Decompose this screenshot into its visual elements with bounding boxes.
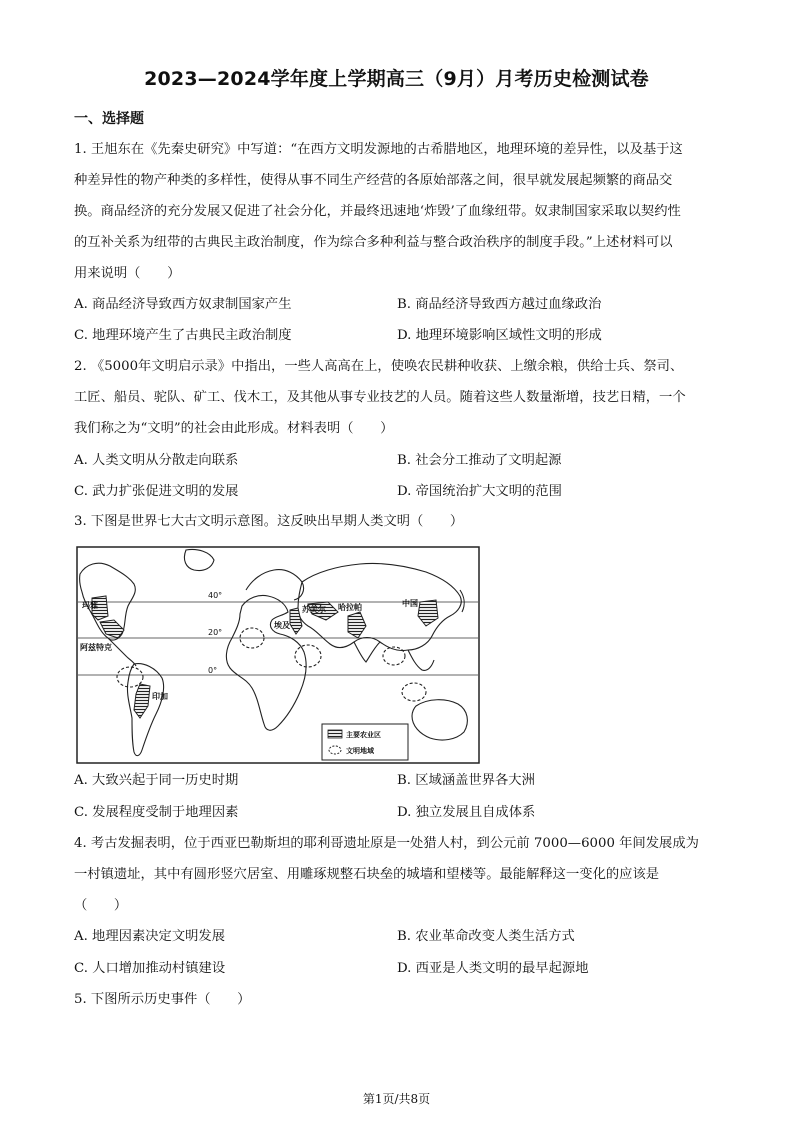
q4-option-d[interactable]: D. 西亚是人类文明的最早起源地 xyxy=(397,961,589,976)
place-label-egypt: 埃及 xyxy=(274,621,290,630)
q4-option-a[interactable]: A. 地理因素决定文明发展 xyxy=(74,929,226,944)
q3-option-b[interactable]: B. 区域涵盖世界各大洲 xyxy=(397,773,535,788)
legend-label-civilization: 文明地域 xyxy=(346,747,374,755)
q1-text-line: 用来说明（ ） xyxy=(74,266,181,281)
q2-option-a[interactable]: A. 人类文明从分散走向联系 xyxy=(74,453,239,468)
legend-label-agriculture: 主要农业区 xyxy=(346,731,381,739)
q2-text-line: 工匠、船员、驼队、矿工、伐木工，及其他从事专业技艺的人员。随着这些人数量渐增，技艺日精，一个 xyxy=(74,390,686,405)
q2-text-line: 我们称之为“文明”的社会由此形成。材料表明（ ） xyxy=(74,421,394,436)
q2-option-b[interactable]: B. 社会分工推动了文明起源 xyxy=(397,453,562,468)
q1-option-a[interactable]: A. 商品经济导致西方奴隶制国家产生 xyxy=(74,297,292,312)
q1-text-line: 1. 王旭东在《先秦史研究》中写道：“在西方文明发源地的古希腊地区，地理环境的差异性，以及基于这 xyxy=(74,142,683,157)
world-civilization-map xyxy=(76,546,480,764)
q1-text-line: 换。商品经济的充分发展又促进了社会分化，并最终迅速地‘炸毁’了血缘纽带。奴隶制国家采取以契约性 xyxy=(74,204,681,219)
q3-option-d[interactable]: D. 独立发展且自成体系 xyxy=(397,805,536,820)
q3-text-line: 3. 下图是世界七大古文明示意图。这反映出早期人类文明（ ） xyxy=(74,514,464,529)
q1-text-line: 种差异性的物产种类的多样性，使得从事不同生产经营的各原始部落之间，很早就发展起频繁的商品交 xyxy=(74,173,673,188)
place-label-china: 中国 xyxy=(402,599,418,608)
q1-option-b[interactable]: B. 商品经济导致西方越过血缘政治 xyxy=(397,297,602,312)
lat-label-0: 0° xyxy=(208,666,218,675)
place-label-maya: 玛雅 xyxy=(82,601,98,610)
q4-text-line: 4. 考古发掘表明，位于西亚巴勒斯坦的耶利哥遗址原是一处猎人村，到公元前 7000—6000 年间发展成为 xyxy=(74,836,699,851)
page-title: 2023—2024学年度上学期高三（9月）月考历史检测试卷 xyxy=(144,68,649,90)
q4-option-c[interactable]: C. 人口增加推动村镇建设 xyxy=(74,961,226,976)
section-heading: 一、选择题 xyxy=(74,111,144,127)
page-footer: 第1页/共8页 xyxy=(362,1092,431,1106)
lat-label-20: 20° xyxy=(208,628,223,637)
map-legend xyxy=(322,724,408,760)
q2-option-c[interactable]: C. 武力扩张促进文明的发展 xyxy=(74,484,239,499)
q2-option-d[interactable]: D. 帝国统治扩大文明的范围 xyxy=(397,484,562,499)
q4-option-b[interactable]: B. 农业革命改变人类生活方式 xyxy=(397,929,575,944)
q1-option-c[interactable]: C. 地理环境产生了古典民主政治制度 xyxy=(74,328,292,343)
q4-text-line: 一村镇遗址，其中有圆形竖穴居室、用雕琢规整石块垒的城墙和望楼等。最能解释这一变化的应该是 xyxy=(74,867,660,882)
q5-text-line: 5. 下图所示历史事件（ ） xyxy=(74,992,251,1007)
q1-option-d[interactable]: D. 地理环境影响区域性文明的形成 xyxy=(397,328,602,343)
place-label-inca: 印加 xyxy=(152,692,168,701)
place-label-sumer: 苏美尔 xyxy=(302,605,326,614)
q3-option-c[interactable]: C. 发展程度受制于地理因素 xyxy=(74,805,239,820)
q4-text-line: （ ） xyxy=(74,898,128,913)
q1-text-line: 的互补关系为纽带的古典民主政治制度，作为综合多种利益与整合政治秩序的制度手段。”上述材料可以 xyxy=(74,235,673,250)
lat-label-40: 40° xyxy=(208,591,223,600)
place-label-harappa: 哈拉帕 xyxy=(338,603,362,612)
q2-text-line: 2. 《5000年文明启示录》中指出，一些人高高在上，使唤农民耕种收获、上缴余粮，供给士兵、祭司、 xyxy=(74,359,684,374)
legend-hatch-swatch xyxy=(328,730,342,738)
q3-option-a[interactable]: A. 大致兴起于同一历史时期 xyxy=(74,773,239,788)
place-label-aztec: 阿兹特克 xyxy=(80,643,112,652)
